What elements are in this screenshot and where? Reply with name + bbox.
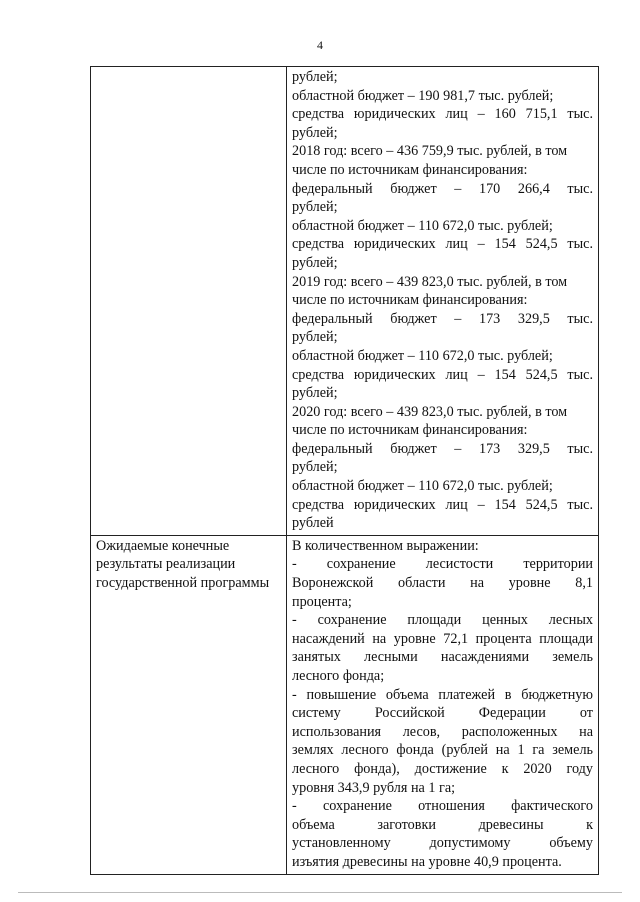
expected-results-line: - сохранение отношения фактического [292,798,593,815]
expected-results-line: лесного фонда; [292,668,385,684]
financing-value-cell [287,67,599,536]
passport-table [90,66,599,875]
financing-line: рублей; [292,69,338,85]
financing-line: рублей; [292,199,338,216]
financing-line: 2019 год: всего – 439 823,0 тыс. рублей, в том [292,273,568,290]
expected-results-line: В количественном выражении: [292,537,479,554]
expected-results-line: насаждений на уровне 72,1 процента площади [292,630,593,647]
expected-results-line: использования лесов, расположенных на [292,723,593,740]
financing-line: 2018 год: всего – 436 759,9 тыс. рублей, в том [292,143,568,160]
financing-line: рублей; [292,254,338,271]
expected-results-line: - сохранение лесистости территории [292,556,593,573]
financing-line: рублей; [292,459,338,476]
financing-line: средства юридических лиц – 160 715,1 тыс. [292,106,593,123]
expected-results-line: Воронежской области на уровне 8,1 [292,575,593,592]
financing-line: средства юридических лиц – 154 524,5 тыс. [292,236,593,253]
financing-line: рублей [292,515,334,532]
financing-line: областной бюджет – 110 672,0 тыс. рублей; [292,478,553,495]
financing-line: федеральный бюджет – 173 329,5 тыс. [292,440,593,457]
financing-line: рублей; [292,124,338,141]
financing-line: рублей; [292,385,338,402]
scan-edge-line [18,892,622,893]
financing-line: областной бюджет – 110 672,0 тыс. рублей; [292,347,553,364]
page-number: 4 [317,38,323,52]
financing-line: числе по источникам финансирования: [292,161,528,178]
expected-results-label-cell [91,535,287,874]
expected-results-line: систему Российской Федерации от [292,705,593,722]
expected-results-line: землях лесного фонда (рублей на 1 га земель [292,742,593,759]
expected-results-line: установленному допустимому объему [292,835,593,852]
expected-results-value-cell [287,535,599,874]
expected-results-label-line: результаты реализации [96,556,236,573]
financing-label-cell [91,67,287,536]
expected-results-line: уровня 343,9 рубля на 1 га; [292,779,456,796]
expected-results-line: занятых лесными насаждениями земель [292,649,593,666]
expected-results-line: - повышение объема платежей в бюджетную [292,686,593,703]
expected-results-line: - сохранение площади ценных лесных [292,612,593,629]
financing-line: областной бюджет – 110 672,0 тыс. рублей; [292,217,553,234]
expected-results-line: объема заготовки древесины к [292,816,593,833]
table-row-expected-results [91,535,599,874]
financing-line: рублей; [292,329,338,346]
expected-results-line: изъятия древесины на уровне 40,9 процента. [292,853,562,870]
expected-results-line: лесного фонда), достижение к 2020 году [292,760,593,777]
financing-line: федеральный бюджет – 173 329,5 тыс. [292,310,593,327]
table-row-financing [91,67,599,536]
financing-line: федеральный бюджет – 170 266,4 тыс. [292,180,593,197]
financing-line: 2020 год: всего – 439 823,0 тыс. рублей, в том [292,403,568,420]
expected-results-label-line: Ожидаемые конечные [96,537,230,554]
financing-line: числе по источникам финансирования: [292,292,528,309]
financing-line: числе по источникам финансирования: [292,422,528,439]
financing-line: областной бюджет – 190 981,7 тыс. рублей; [292,87,554,104]
financing-line: средства юридических лиц – 154 524,5 тыс. [292,366,593,383]
financing-line: средства юридических лиц – 154 524,5 тыс. [292,496,593,513]
expected-results-line: процента; [292,593,352,610]
expected-results-label-line: государственной программы [96,575,270,592]
